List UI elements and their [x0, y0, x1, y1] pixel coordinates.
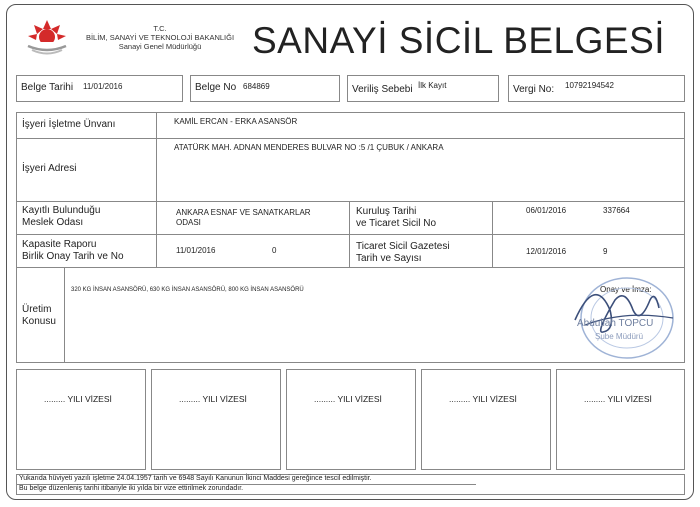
signatory-name: Abdullah TOPCU [577, 318, 654, 329]
footer-line-2: Bu belge düzenleniş tarihi itibariyle iki yılda bir vize ettirilmek zorundadır. [19, 485, 244, 492]
vize-label: ......... YILI VİZESİ [44, 394, 112, 404]
divider [16, 138, 685, 139]
document-title: SANAYİ SİCİL BELGESİ [252, 20, 666, 61]
oda-label-2: Meslek Odası [22, 217, 84, 228]
vergi-no-value: 10792194542 [565, 81, 614, 90]
kurulus-tarih-value: 06/01/2016 [526, 206, 567, 215]
ministry-label: BİLİM, SANAYİ VE TEKNOLOJİ BAKANLIĞI [85, 33, 235, 42]
ministry-name [76, 24, 244, 51]
adres-value: ATATÜRK MAH. ADNAN MENDERES BULVAR NO :5 /1 ÇUBUK / ANKARA [174, 143, 444, 152]
divider [16, 234, 685, 235]
divider [349, 201, 350, 267]
vize-box [151, 369, 281, 470]
belge-no-box [190, 75, 340, 102]
vize-label: ......... YILI VİZESİ [449, 394, 517, 404]
vize-label: ......... YILI VİZESİ [314, 394, 382, 404]
adres-label: İşyeri Adresi [22, 163, 77, 174]
uretim-value: 320 KG İNSAN ASANSÖRÜ, 630 KG İNSAN ASANSÖRÜ, 800 KG İNSAN ASANSÖRÜ [71, 287, 304, 293]
signatory-title: Şube Müdürü [595, 332, 644, 341]
divider [16, 201, 685, 202]
belge-no-value: 684869 [243, 82, 270, 91]
uretim-label-2: Konusu [22, 316, 56, 327]
kurulus-label-2: ve Ticaret Sicil No [356, 218, 437, 229]
oda-value-1: ANKARA ESNAF VE SANATKARLAR [176, 208, 311, 217]
gazete-tarih-value: 12/01/2016 [526, 247, 567, 256]
vize-box [16, 369, 146, 470]
belge-tarihi-label: Belge Tarihi [21, 82, 74, 93]
onay-label: Onay ve İmza: [600, 285, 652, 294]
kapasite-label-2: Birlik Onay Tarih ve No [22, 251, 124, 262]
gazete-label-2: Tarih ve Sayısı [356, 253, 422, 264]
tc-label: T.C. [153, 24, 167, 33]
kapasite-no-value: 0 [272, 246, 277, 255]
vergi-no-label: Vergi No: [513, 84, 555, 95]
gazete-label-1: Ticaret Sicil Gazetesi [356, 241, 450, 252]
vize-box [556, 369, 685, 470]
divider [16, 267, 685, 268]
unvan-label: İşyeri İşletme Ünvanı [22, 119, 116, 130]
kurulus-label-1: Kuruluş Tarihi [356, 206, 417, 217]
belge-tarihi-value: 11/01/2016 [83, 82, 123, 91]
oda-value-2: ODASI [176, 218, 201, 227]
kapasite-label-1: Kapasite Raporu [22, 239, 97, 250]
uretim-label-1: Üretim [22, 304, 52, 315]
ministry-logo-icon [22, 16, 72, 58]
verilis-sebebi-value: İlk Kayıt [418, 81, 447, 90]
footer-line-1: Yukarıda hüviyeti yazılı işletme 24.04.1957 tarih ve 6948 Sayılı Kanunun İkinci Maddesi gereğince tescil edilmiştir. [19, 475, 372, 482]
belge-tarihi-box [16, 75, 183, 102]
directorate-label: Sanayi Genel Müdürlüğü [118, 42, 202, 51]
divider [64, 267, 65, 363]
vize-label: ......... YILI VİZESİ [179, 394, 247, 404]
kapasite-tarih-value: 11/01/2016 [176, 246, 216, 255]
unvan-value: KAMİL ERCAN - ERKA ASANSÖR [174, 117, 298, 126]
vize-box [421, 369, 551, 470]
sicil-no-value: 337664 [603, 206, 630, 215]
divider [156, 112, 157, 267]
gazete-sayi-value: 9 [603, 247, 608, 256]
verilis-sebebi-label: Veriliş Sebebi [352, 84, 413, 95]
vize-box [286, 369, 416, 470]
oda-label-1: Kayıtlı Bulunduğu [22, 205, 101, 216]
belge-no-label: Belge No [195, 82, 237, 93]
vergi-no-box [508, 75, 685, 102]
verilis-sebebi-box [347, 75, 499, 102]
divider [492, 201, 493, 267]
vize-label: ......... YILI VİZESİ [584, 394, 652, 404]
